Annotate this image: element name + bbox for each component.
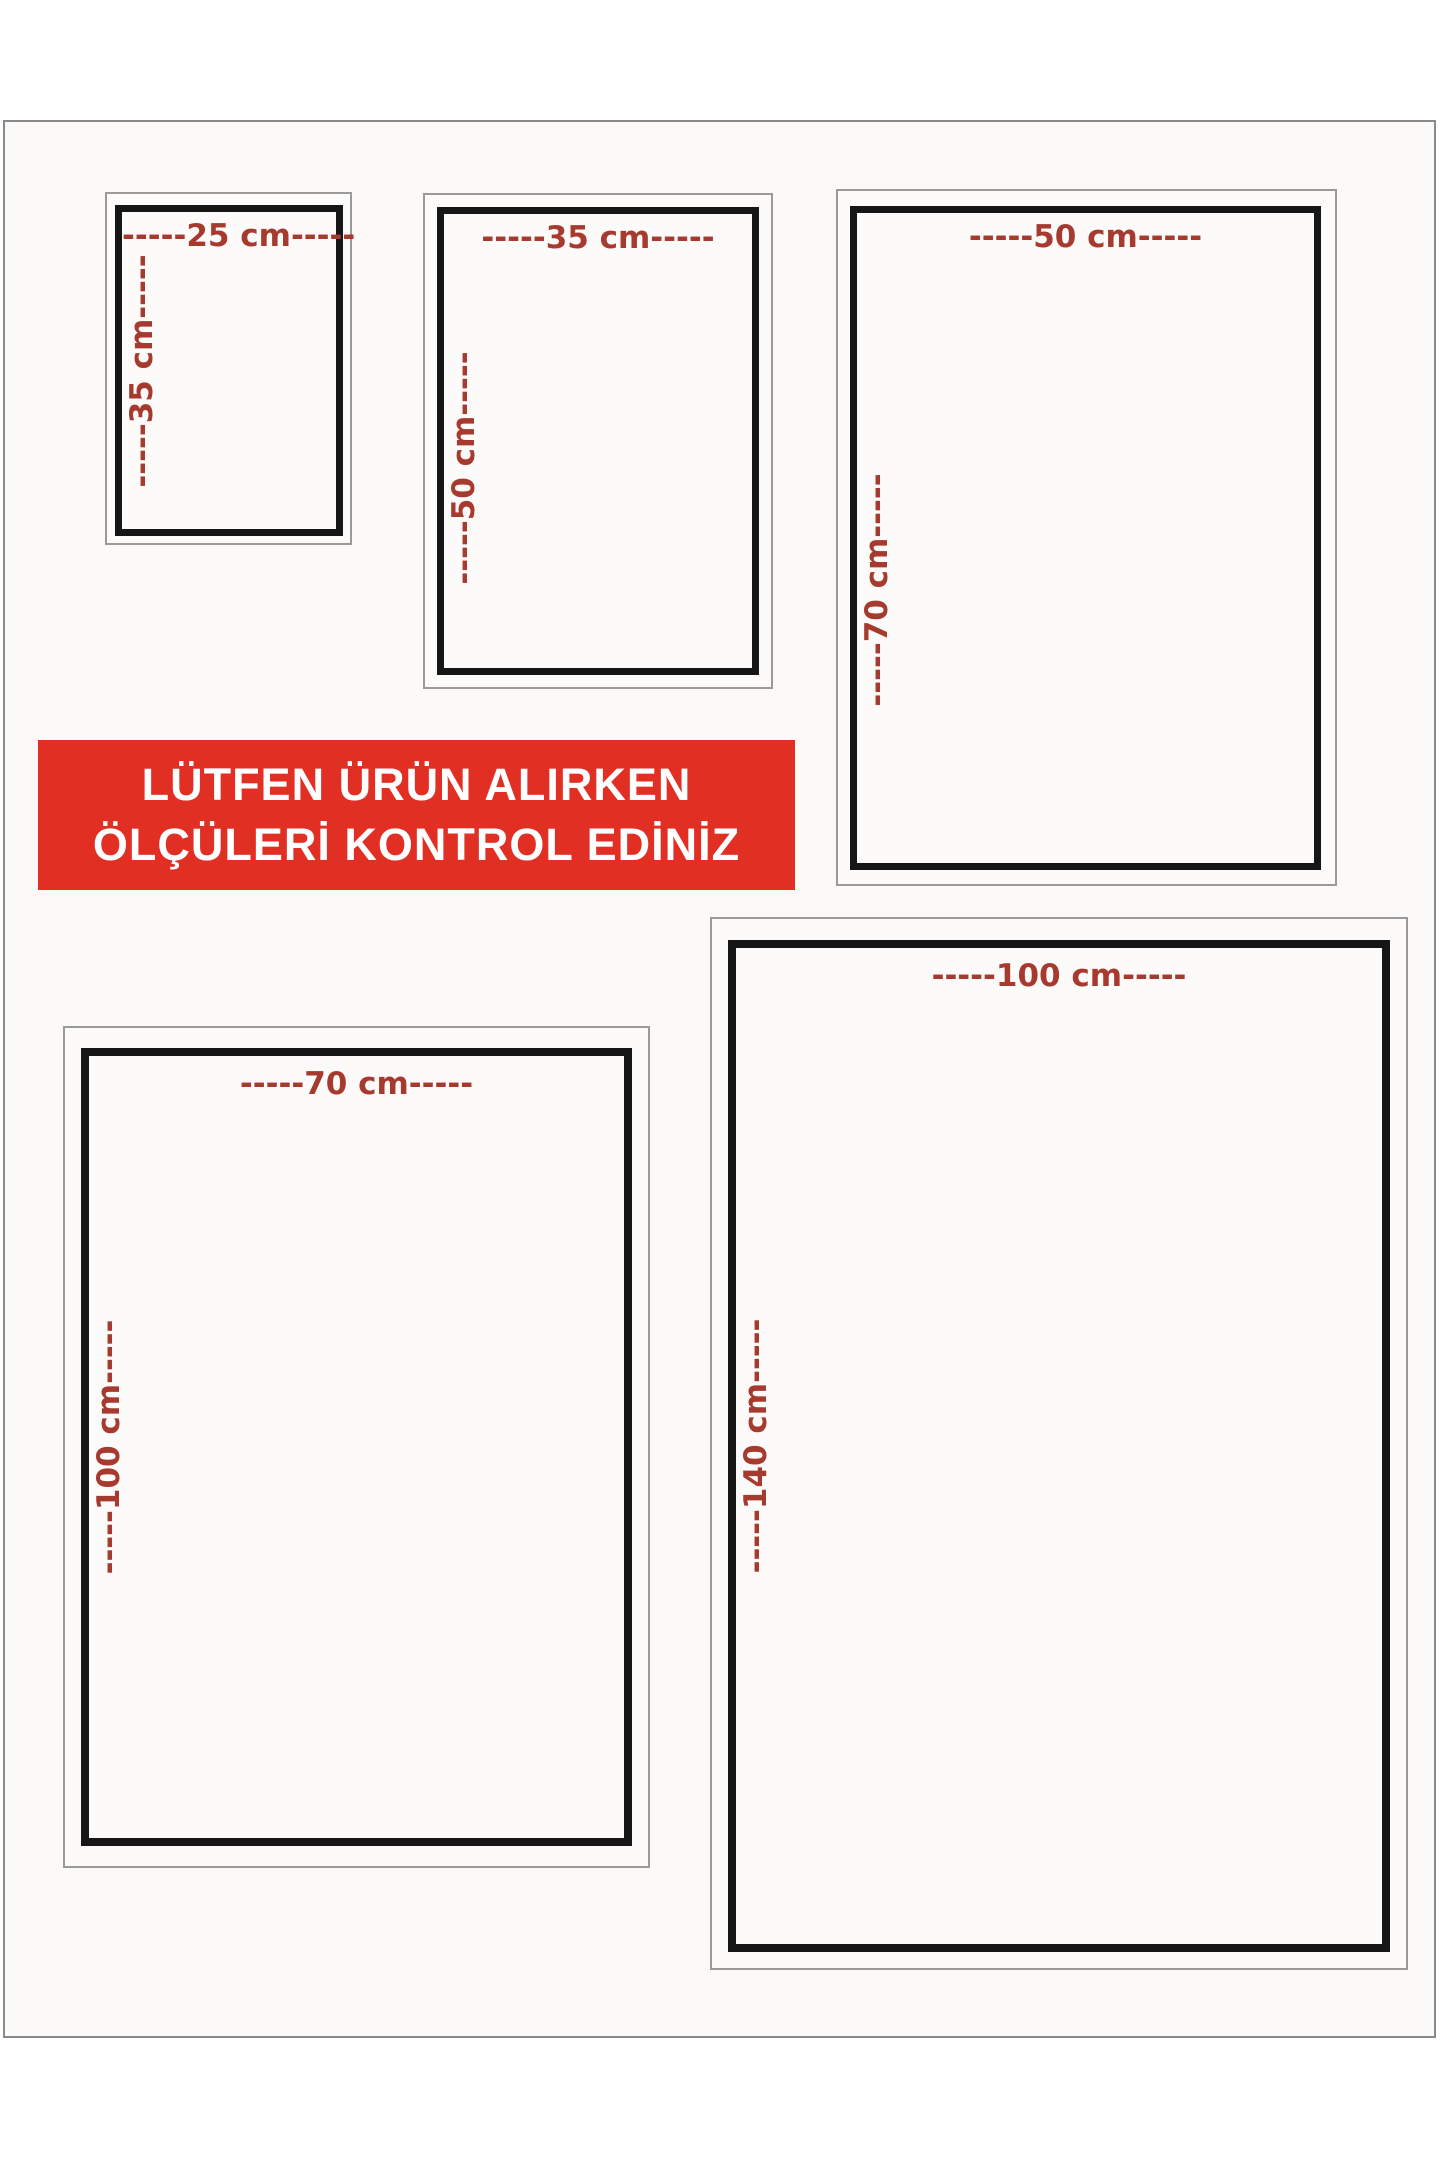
height-dimension-label: -----140 cm----- bbox=[738, 1318, 774, 1574]
size-box-50x70-border bbox=[850, 206, 1321, 870]
height-dimension-label: -----70 cm----- bbox=[859, 473, 895, 707]
width-dimension-label: -----35 cm----- bbox=[481, 220, 715, 256]
size-box-35x50-border bbox=[437, 207, 759, 675]
size-box-25x35 bbox=[105, 192, 356, 545]
warning-banner-line2: ÖLÇÜLERİ KONTROL EDİNİZ bbox=[92, 819, 741, 870]
size-box-100x140 bbox=[710, 917, 1408, 1970]
width-dimension-label: -----50 cm----- bbox=[968, 219, 1203, 255]
height-dimension-label: -----50 cm----- bbox=[446, 351, 482, 585]
size-box-35x50 bbox=[423, 193, 773, 689]
height-dimension-label: -----100 cm----- bbox=[91, 1319, 127, 1575]
size-box-50x70 bbox=[836, 189, 1337, 886]
warning-banner-line1: LÜTFEN ÜRÜN ALIRKEN bbox=[141, 759, 692, 810]
size-box-25x35-border bbox=[115, 205, 356, 536]
width-dimension-label: -----70 cm----- bbox=[239, 1066, 474, 1102]
warning-banner bbox=[38, 740, 795, 890]
height-dimension-label: -----35 cm----- bbox=[124, 253, 160, 488]
size-box-100x140-border bbox=[728, 940, 1390, 1952]
width-dimension-label: -----100 cm----- bbox=[931, 958, 1187, 994]
size-box-70x100 bbox=[63, 1026, 650, 1868]
width-dimension-label: -----25 cm----- bbox=[122, 218, 356, 254]
size-box-70x100-border bbox=[81, 1048, 632, 1846]
